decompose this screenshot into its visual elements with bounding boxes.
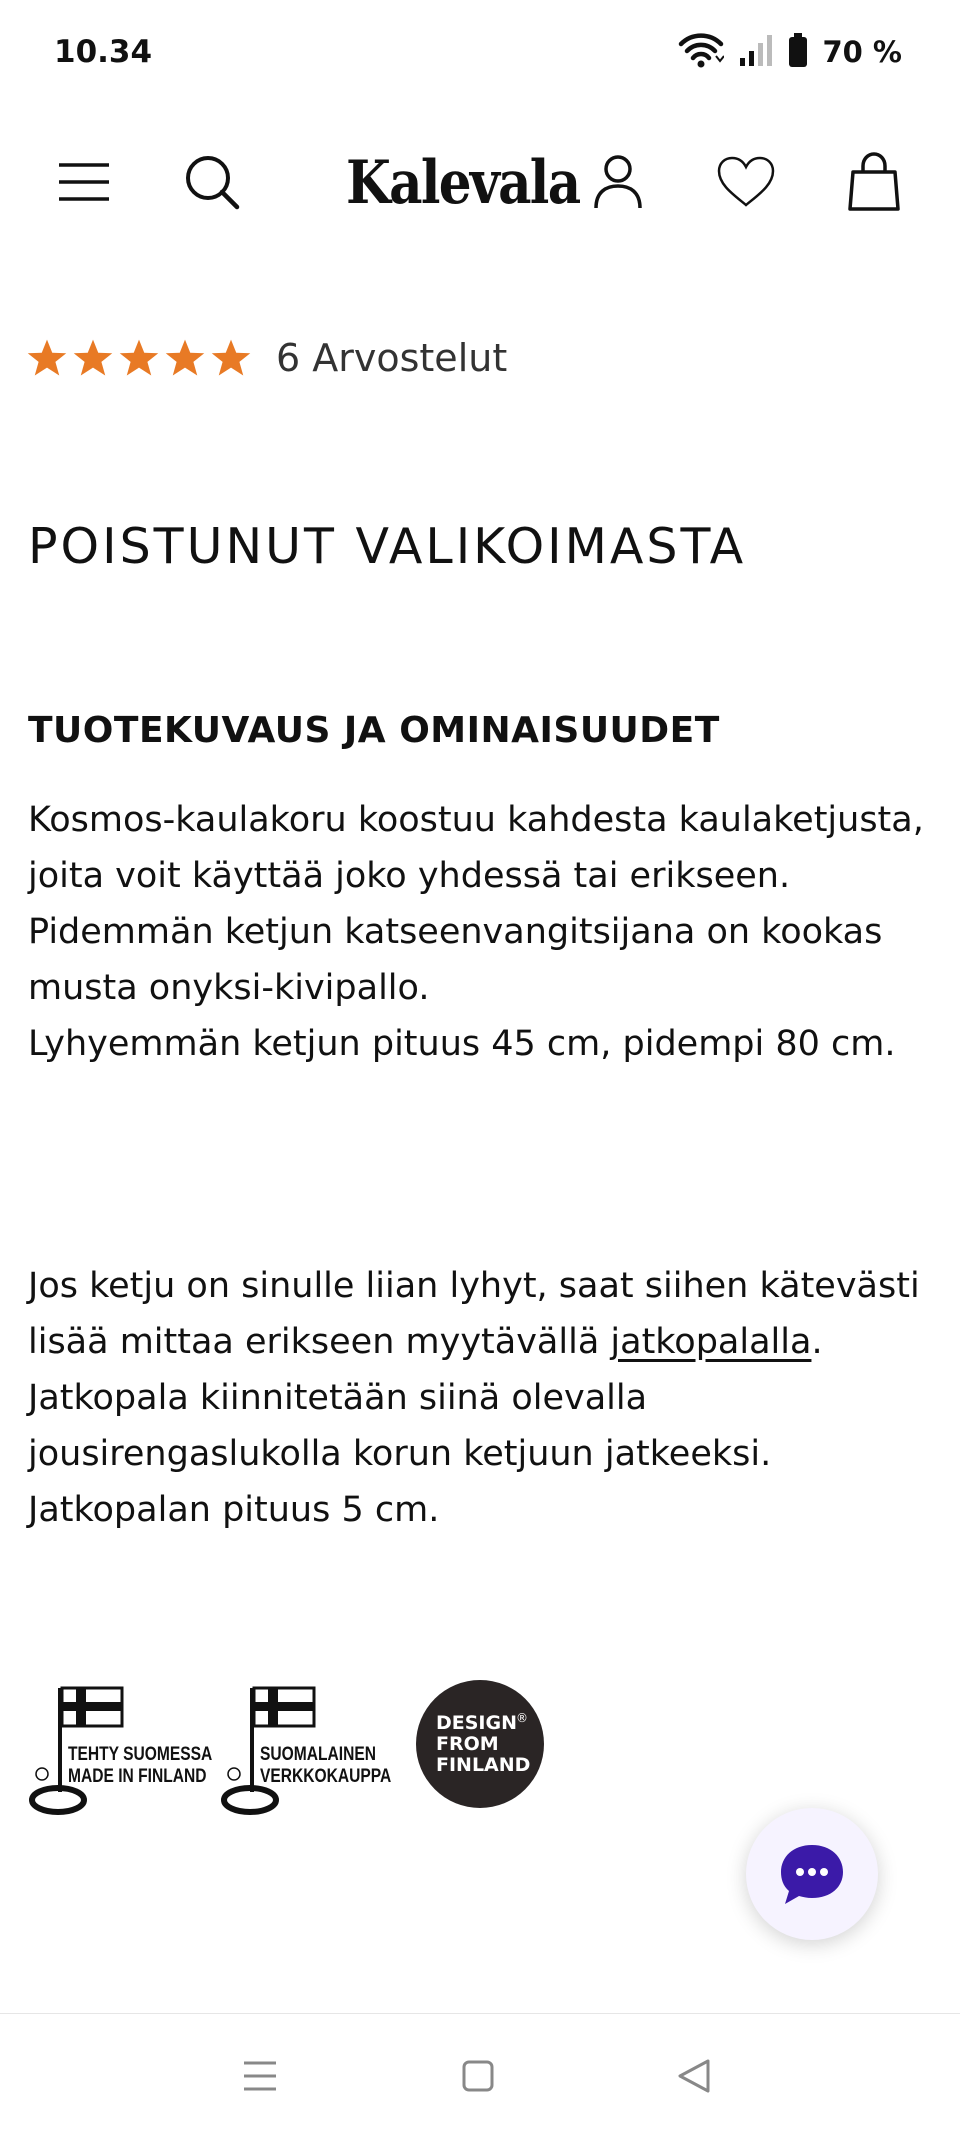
badge-line: FROM xyxy=(436,1732,499,1755)
description-paragraph: Kosmos-kaulakoru koostuu kahdesta kaulaketjusta, joita voit käyttää joko yhdessä tai erikseen. Pidemmän ketjun katseenvangitsijana on kookas musta onyksi-kivipallo. xyxy=(28,800,924,1008)
chat-button[interactable] xyxy=(746,1808,878,1940)
extension-text xyxy=(28,1258,938,1538)
extension-text-end: . Jatkopala kiinnitetään siinä olevalla jousirengaslukolla korun ketjuun jatkeeksi. Jatkopalan pituus 5 cm. xyxy=(28,1322,823,1530)
description-text xyxy=(28,792,938,1072)
finnish-store-badge xyxy=(220,1682,400,1818)
recents-icon[interactable] xyxy=(238,2054,282,2098)
availability-status: POISTUNUT VALIKOIMASTA xyxy=(28,518,747,575)
badge-line: DESIGN xyxy=(436,1711,518,1734)
description-paragraph: Lyhyemmän ketjun pituus 45 cm, pidempi 80 cm. xyxy=(28,1024,896,1064)
wifi-icon xyxy=(678,32,724,73)
status-icons xyxy=(678,32,902,72)
site-header xyxy=(0,130,960,230)
star-icon xyxy=(72,337,114,379)
badge-line: SUOMALAINEN xyxy=(260,1744,376,1765)
star-icon xyxy=(26,337,68,379)
review-count[interactable]: 6 Arvostelut xyxy=(276,336,508,380)
finnish-store-label xyxy=(260,1744,391,1788)
battery-icon xyxy=(788,32,808,73)
account-icon[interactable] xyxy=(586,150,650,214)
star-icon xyxy=(164,337,206,379)
chat-bubble-icon xyxy=(777,1841,847,1907)
badge-line: MADE IN FINLAND xyxy=(68,1766,207,1787)
star-icon xyxy=(210,337,252,379)
star-rating xyxy=(26,337,252,379)
design-from-finland-badge xyxy=(416,1680,544,1808)
registered-mark: ® xyxy=(516,1711,528,1725)
star-icon xyxy=(118,337,160,379)
badge-line: TEHTY SUOMESSA xyxy=(68,1744,213,1765)
badge-line: FINLAND xyxy=(436,1753,531,1776)
menu-icon[interactable] xyxy=(52,150,116,214)
system-nav-bar xyxy=(0,2013,960,2134)
extension-paragraph xyxy=(28,1258,938,1538)
status-bar xyxy=(0,0,960,110)
bag-icon[interactable] xyxy=(842,150,906,214)
signal-icon xyxy=(738,32,774,73)
rating-summary[interactable] xyxy=(26,330,507,386)
brand-logo[interactable]: Kalevala xyxy=(346,148,580,218)
description-title: TUOTEKUVAUS JA OMINAISUUDET xyxy=(28,710,720,751)
heart-icon[interactable] xyxy=(714,150,778,214)
back-icon[interactable] xyxy=(672,2054,716,2098)
search-icon[interactable] xyxy=(180,150,244,214)
extension-link[interactable]: jatkopalalla xyxy=(610,1322,812,1362)
home-icon[interactable] xyxy=(456,2054,500,2098)
badge-line: VERKKOKAUPPA xyxy=(260,1766,392,1787)
extension-text-start: Jos ketju on sinulle liian lyhyt, saat siihen kätevästi lisää mittaa erikseen myytävällä xyxy=(28,1266,920,1362)
status-time: 10.34 xyxy=(54,34,153,70)
made-in-finland-label xyxy=(68,1744,212,1788)
battery-percentage: 70 % xyxy=(822,35,902,69)
certification-badges xyxy=(28,1672,588,1822)
made-in-finland-badge xyxy=(28,1682,213,1818)
